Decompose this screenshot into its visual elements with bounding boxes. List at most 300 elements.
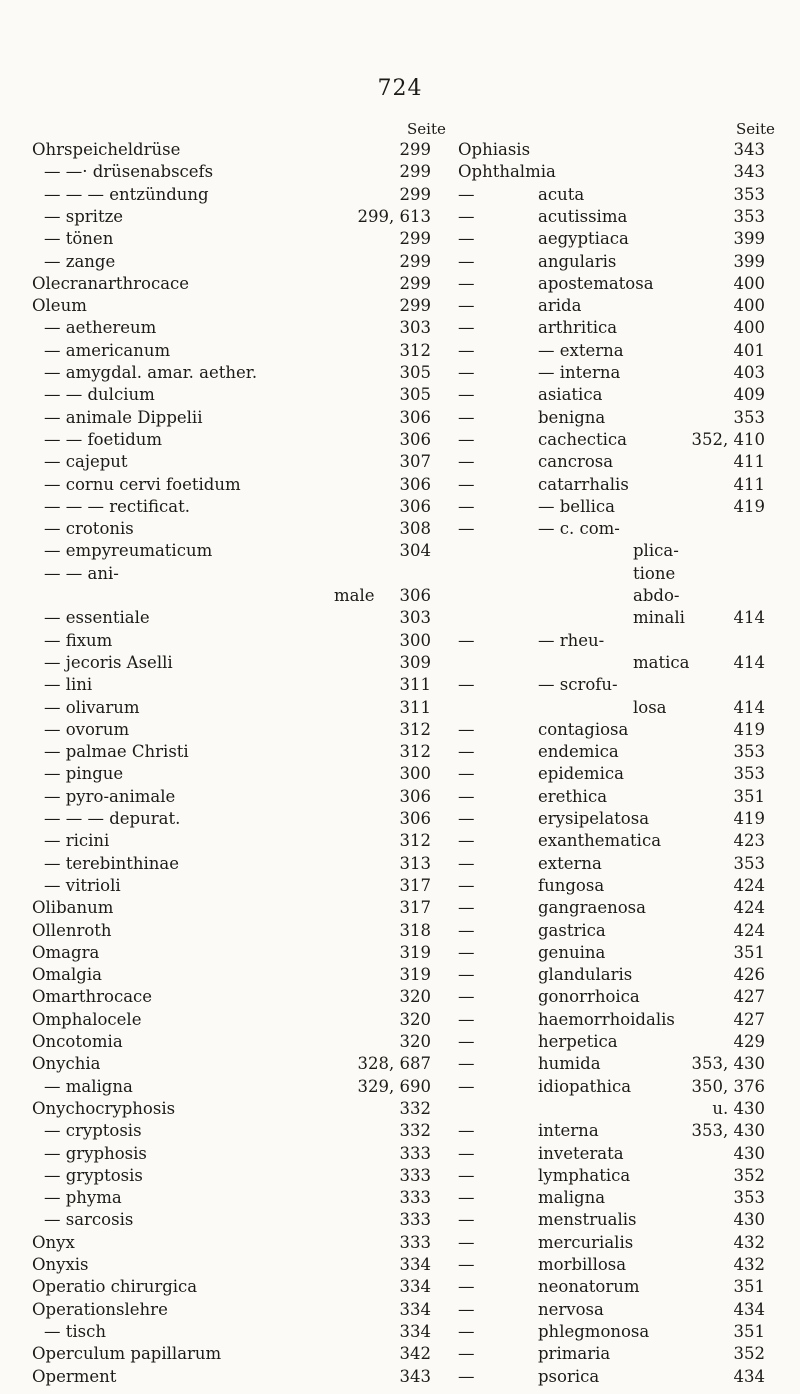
entry-page: 423 (733, 831, 765, 851)
index-entry (32, 251, 431, 273)
entry-page: 306 (399, 586, 431, 605)
entry-page: 342 (399, 1344, 431, 1364)
index-entry (32, 295, 431, 317)
entry-term: — palmae Christi (44, 742, 189, 762)
entry-page: 400 (733, 296, 765, 316)
entry-page: 419 (733, 496, 765, 516)
entry-term: — jecoris Aselli (44, 652, 173, 672)
entry-dash: — (458, 1210, 475, 1230)
index-entry (32, 1098, 431, 1120)
entry-page: 311 (399, 675, 431, 695)
entry-term: Operatio chirurgica (32, 1277, 198, 1297)
index-entry (458, 384, 765, 406)
index-entry (32, 362, 431, 384)
entry-page: 353, 430 (691, 1054, 765, 1074)
entry-page: 399 (733, 229, 765, 249)
entry-page: 401 (733, 340, 765, 360)
index-entry (32, 161, 431, 183)
entry-term: — sarcosis (44, 1210, 134, 1230)
index-entry (32, 518, 431, 540)
index-entry (32, 786, 431, 808)
index-entry (458, 674, 765, 696)
entry-dash: — (458, 340, 475, 360)
entry-page: 312 (399, 742, 431, 762)
entry-dash: — (458, 251, 475, 271)
entry-page: 320 (399, 1032, 431, 1051)
entry-term: minali (633, 608, 685, 628)
entry-term: humida (538, 1054, 601, 1074)
entry-term: angularis (538, 251, 617, 271)
entry-page: 312 (399, 719, 431, 739)
entry-term: arthritica (538, 318, 618, 338)
entry-term: tione (633, 563, 676, 583)
index-entry (32, 563, 431, 585)
entry-term: gonorrhoica (538, 987, 640, 1007)
index-entry (458, 184, 765, 206)
index-entry (32, 139, 431, 161)
entry-dash: — (458, 1143, 475, 1163)
entry-term: cachectica (538, 429, 627, 449)
entry-page: 334 (399, 1299, 431, 1319)
right-seite-label: Seite (736, 120, 775, 138)
index-entry (32, 719, 431, 741)
entry-page: 352 (733, 1165, 765, 1185)
index-entry (32, 429, 431, 451)
entry-term: asiatica (538, 385, 603, 405)
entry-term: arida (538, 296, 582, 316)
entry-page: u. 430 (712, 1098, 765, 1118)
entry-term: — phyma (44, 1188, 122, 1208)
entry-dash: — (458, 296, 475, 316)
entry-page: 424 (733, 898, 765, 918)
entry-page: 414 (733, 608, 765, 628)
entry-page: 299 (399, 296, 431, 316)
entry-dash: — (458, 519, 475, 539)
entry-term: inveterata (538, 1143, 624, 1163)
entry-page: 313 (399, 853, 431, 873)
index-entry (32, 407, 431, 429)
entry-term: Ollenroth (32, 920, 112, 940)
entry-term: — spritze (44, 206, 124, 226)
index-entry (458, 1076, 765, 1098)
entry-page: 308 (399, 519, 431, 539)
entry-term: Omagra (32, 942, 100, 962)
index-entry (32, 1366, 431, 1388)
entry-term: male (334, 586, 375, 605)
entry-dash: — (458, 831, 475, 851)
entry-page: 432 (733, 1255, 765, 1274)
index-entry (458, 719, 765, 741)
index-entry (458, 920, 765, 942)
entry-page: 317 (399, 875, 431, 895)
entry-page: 309 (399, 652, 431, 672)
entry-dash: — (458, 675, 475, 695)
entry-page: 432 (733, 1232, 765, 1252)
entry-term: apostematosa (538, 273, 654, 293)
entry-page: 319 (399, 942, 431, 962)
entry-page: 303 (399, 608, 431, 628)
entry-dash: — (458, 1255, 475, 1274)
entry-page: 332 (399, 1121, 431, 1141)
index-entry (32, 607, 431, 629)
entry-page: 319 (399, 965, 431, 985)
entry-dash: — (458, 719, 475, 739)
index-entry (458, 429, 765, 451)
index-entry (458, 206, 765, 228)
index-entry (458, 1031, 765, 1053)
index-entry (458, 251, 765, 273)
entry-page: 332 (399, 1098, 431, 1118)
index-entry (458, 830, 765, 852)
entry-dash: — (458, 474, 475, 494)
entry-term: externa (538, 853, 602, 873)
entry-page: 334 (399, 1277, 431, 1297)
entry-term: Onyx (32, 1232, 75, 1252)
entry-term: cancrosa (538, 452, 614, 472)
entry-term: — cryptosis (44, 1121, 142, 1141)
entry-page: 304 (399, 541, 431, 561)
index-entry (32, 1009, 431, 1031)
entry-term: catarrhalis (538, 474, 629, 494)
entry-page: 351 (733, 1321, 765, 1341)
entry-page: 351 (733, 942, 765, 962)
entry-page: 299 (399, 273, 431, 293)
entry-page: 317 (399, 898, 431, 918)
entry-term: menstrualis (538, 1210, 637, 1230)
entry-dash: — (458, 764, 475, 784)
entry-page: 426 (733, 965, 765, 985)
entry-page: 333 (399, 1210, 431, 1230)
index-entry (458, 496, 765, 518)
entry-page: 299 (399, 140, 431, 159)
entry-term: genuina (538, 942, 606, 962)
entry-page: 351 (733, 786, 765, 806)
index-entry (458, 942, 765, 964)
entry-term: — zange (44, 251, 116, 271)
entry-term: Ohrspeicheldrüse (32, 140, 181, 159)
index-entry (458, 474, 765, 496)
index-entry (458, 340, 765, 362)
entry-page: 306 (399, 474, 431, 494)
entry-dash: — (458, 452, 475, 472)
entry-page: 303 (399, 318, 431, 338)
entry-page: 411 (733, 452, 765, 472)
index-entry (458, 875, 765, 897)
index-entry (458, 652, 765, 674)
entry-page: 411 (733, 474, 765, 494)
index-entry (32, 1120, 431, 1142)
index-entry (32, 1276, 431, 1298)
entry-dash: — (458, 920, 475, 940)
entry-term: — animale Dippelii (44, 407, 203, 427)
entry-page: 343 (733, 140, 765, 159)
entry-term: maligna (538, 1188, 606, 1208)
entry-page: 343 (399, 1366, 431, 1386)
entry-page: 353 (733, 206, 765, 226)
index-entry (32, 986, 431, 1008)
entry-term: exanthematica (538, 831, 662, 851)
entry-page: 400 (733, 318, 765, 338)
entry-dash: — (458, 273, 475, 293)
index-entry (458, 741, 765, 763)
index-entry (32, 964, 431, 986)
index-entry (458, 295, 765, 317)
entry-dash: — (458, 1009, 475, 1029)
entry-page: 328, 687 (357, 1054, 431, 1074)
entry-dash: — (458, 1121, 475, 1141)
entry-page: 414 (733, 697, 765, 717)
entry-page: 430 (733, 1143, 765, 1163)
entry-dash: — (458, 363, 475, 382)
index-entry (458, 451, 765, 473)
entry-term: Onyxis (32, 1255, 89, 1274)
index-entry (458, 897, 765, 919)
entry-dash: — (458, 318, 475, 338)
entry-term: — terebinthinae (44, 853, 180, 873)
entry-term: — amygdal. amar. aether. (44, 363, 258, 382)
entry-dash: — (458, 1344, 475, 1364)
index-entry (32, 763, 431, 785)
index-entry (32, 1053, 431, 1075)
entry-term: erethica (538, 786, 608, 806)
entry-term: Operment (32, 1366, 117, 1386)
index-entry (32, 808, 431, 830)
entry-page: 307 (399, 452, 431, 472)
entry-term: matica (633, 652, 690, 672)
index-entry (32, 1031, 431, 1053)
entry-page: 350, 376 (691, 1076, 765, 1096)
entry-dash: — (458, 898, 475, 918)
index-entry (32, 496, 431, 518)
index-entry (458, 607, 765, 629)
entry-page: 353 (733, 1188, 765, 1208)
index-entry (32, 273, 431, 295)
entry-page: 403 (733, 363, 765, 382)
entry-page: 311 (399, 697, 431, 717)
entry-term: phlegmonosa (538, 1321, 650, 1341)
index-entry (32, 340, 431, 362)
entry-term: mercurialis (538, 1232, 634, 1252)
entry-term: Omphalocele (32, 1009, 142, 1029)
entry-term: acutissima (538, 206, 628, 226)
index-entry (32, 317, 431, 339)
entry-term: — c. com- (538, 519, 620, 539)
index-entry (32, 920, 431, 942)
entry-page: 409 (733, 385, 765, 405)
index-entry (458, 161, 765, 183)
entry-dash: — (458, 742, 475, 762)
entry-page: 400 (733, 273, 765, 293)
entry-term: — maligna (44, 1076, 133, 1096)
index-entry (458, 1276, 765, 1298)
entry-term: Olibanum (32, 898, 114, 918)
entry-page: 306 (399, 496, 431, 516)
index-entry (458, 1187, 765, 1209)
entry-page: 334 (399, 1321, 431, 1341)
index-entry (32, 184, 431, 206)
entry-dash: — (458, 184, 475, 204)
entry-dash: — (458, 786, 475, 806)
index-entry (458, 317, 765, 339)
entry-term: interna (538, 1121, 599, 1141)
index-entry (458, 853, 765, 875)
index-entry (32, 897, 431, 919)
index-entry (32, 630, 431, 652)
entry-page: 305 (399, 385, 431, 405)
entry-term: — gryptosis (44, 1165, 143, 1185)
index-entry (32, 875, 431, 897)
entry-page: 351 (733, 1277, 765, 1297)
entry-term: — bellica (538, 496, 615, 516)
entry-term: haemorrhoidalis (538, 1009, 675, 1029)
entry-term: idiopathica (538, 1076, 632, 1096)
entry-page: 306 (399, 429, 431, 449)
index-entry (458, 1343, 765, 1365)
entry-term: — ovorum (44, 719, 130, 739)
entry-dash: — (458, 407, 475, 427)
entry-term: plica- (633, 541, 679, 561)
index-entry (32, 942, 431, 964)
index-entry (458, 1143, 765, 1165)
index-entry (32, 741, 431, 763)
entry-term: — olivarum (44, 697, 140, 717)
entry-dash: — (458, 229, 475, 249)
entry-page: 353 (733, 764, 765, 784)
entry-dash: — (458, 630, 475, 650)
entry-term: Oncotomia (32, 1032, 123, 1051)
entry-term: Oleum (32, 296, 87, 316)
entry-term: lymphatica (538, 1165, 631, 1185)
entry-dash: — (458, 429, 475, 449)
entry-dash: — (458, 1165, 475, 1185)
entry-page: 343 (733, 162, 765, 182)
entry-term: — essentiale (44, 608, 150, 628)
entry-term: acuta (538, 184, 585, 204)
entry-dash: — (458, 1076, 475, 1096)
index-entry (458, 1209, 765, 1231)
entry-page: 419 (733, 719, 765, 739)
entry-dash: — (458, 1299, 475, 1319)
index-entry (458, 273, 765, 295)
index-entry (458, 763, 765, 785)
entry-term: — cajeput (44, 452, 128, 472)
entry-term: — aethereum (44, 318, 157, 338)
index-entry (458, 139, 765, 161)
index-entry (458, 518, 765, 540)
entry-page: 300 (399, 764, 431, 784)
entry-dash: — (458, 1188, 475, 1208)
entry-page: 305 (399, 363, 431, 382)
entry-page: 352 (733, 1344, 765, 1364)
entry-term: — gryphosis (44, 1143, 147, 1163)
index-entry (32, 206, 431, 228)
entry-term: gangraenosa (538, 898, 646, 918)
entry-dash: — (458, 875, 475, 895)
entry-term: — —· drüsenabscefs (44, 162, 214, 182)
index-entry (32, 228, 431, 250)
entry-term: gastrica (538, 920, 606, 940)
entry-term: — lini (44, 675, 93, 695)
index-entry (32, 674, 431, 696)
entry-page: 299 (399, 251, 431, 271)
entry-term: — tönen (44, 229, 114, 249)
index-entry (32, 451, 431, 473)
entry-page: 334 (399, 1255, 431, 1274)
index-entry (32, 585, 431, 607)
entry-page: 424 (733, 920, 765, 940)
index-entry (458, 697, 765, 719)
index-entry (458, 786, 765, 808)
entry-term: — empyreumaticum (44, 541, 213, 561)
entry-term: epidemica (538, 764, 624, 784)
entry-term: losa (633, 697, 667, 717)
left-seite-label: Seite (407, 120, 446, 138)
index-entry (458, 1009, 765, 1031)
index-entry (32, 474, 431, 496)
entry-term: — — dulcium (44, 385, 155, 405)
index-entry (458, 1299, 765, 1321)
entry-term: nervosa (538, 1299, 604, 1319)
entry-term: morbillosa (538, 1255, 627, 1274)
entry-dash: — (458, 987, 475, 1007)
entry-term: Ophthalmia (458, 162, 556, 182)
entry-term: contagiosa (538, 719, 629, 739)
entry-page: 299, 613 (357, 206, 431, 226)
entry-page: 427 (733, 987, 765, 1007)
entry-term: Operationslehre (32, 1299, 168, 1319)
entry-dash: — (458, 385, 475, 405)
entry-page: 318 (399, 920, 431, 940)
index-entry (458, 1165, 765, 1187)
entry-page: 353 (733, 407, 765, 427)
entry-page: 333 (399, 1232, 431, 1252)
entry-page: 353 (733, 184, 765, 204)
entry-dash: — (458, 1054, 475, 1074)
entry-page: 306 (399, 809, 431, 828)
entry-term: — crotonis (44, 519, 134, 539)
index-entry (458, 986, 765, 1008)
entry-term: — — — depurat. (44, 809, 181, 828)
page-number: 724 (377, 76, 423, 101)
entry-term: Ophiasis (458, 140, 531, 159)
entry-term: — pyro-animale (44, 786, 176, 806)
index-entry (458, 362, 765, 384)
index-entry (458, 1232, 765, 1254)
entry-page: 300 (399, 630, 431, 650)
index-entry (458, 407, 765, 429)
entry-page: 427 (733, 1009, 765, 1029)
entry-term: — interna (538, 363, 621, 382)
entry-term: — — — rectificat. (44, 496, 190, 516)
index-entry (32, 1076, 431, 1098)
index-entry (32, 1343, 431, 1365)
index-entry (458, 540, 765, 562)
index-entry (32, 1232, 431, 1254)
entry-page: 424 (733, 875, 765, 895)
entry-term: — tisch (44, 1321, 106, 1341)
entry-page: 299 (399, 229, 431, 249)
entry-term: Omalgia (32, 965, 102, 985)
entry-term: erysipelatosa (538, 809, 650, 828)
entry-page: 333 (399, 1188, 431, 1208)
entry-page: 353, 430 (691, 1121, 765, 1141)
entry-dash: — (458, 853, 475, 873)
entry-term: Omarthrocace (32, 987, 153, 1007)
index-entry (458, 1321, 765, 1343)
entry-term: — — ani- (44, 563, 119, 583)
index-entry (458, 1254, 765, 1276)
entry-term: — fixum (44, 630, 113, 650)
